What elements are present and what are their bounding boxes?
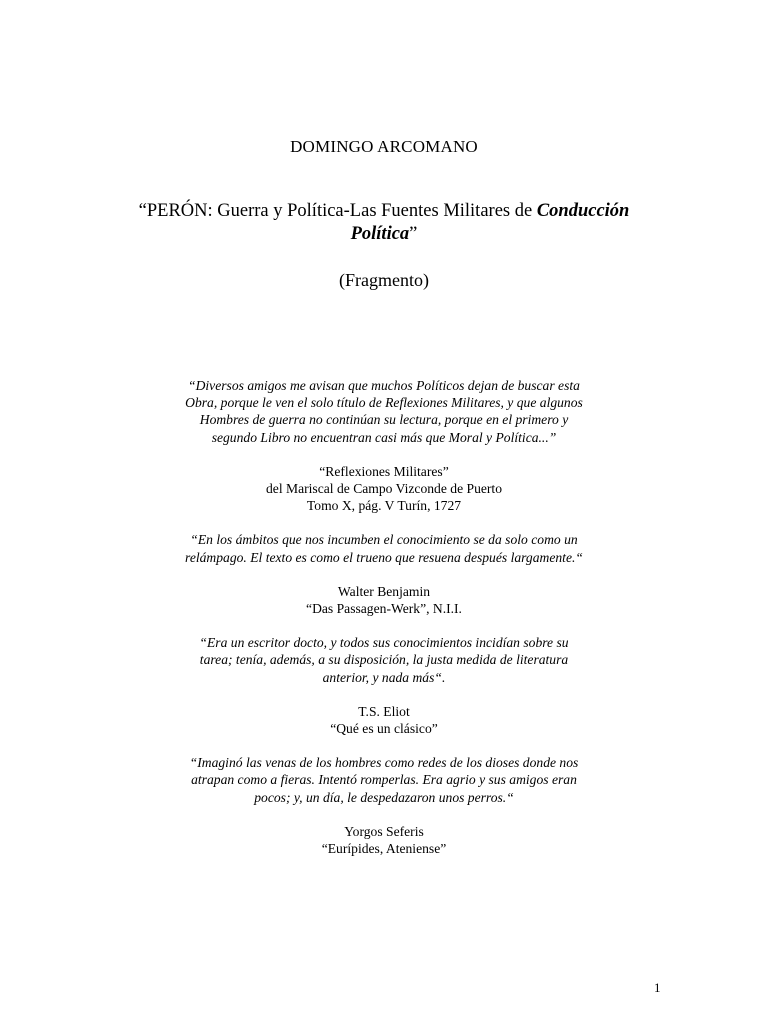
quote-line: pocos; y, un día, le despedazaron unos perros.“	[254, 789, 514, 805]
quote-line: atrapan como a fieras. Intentó romperlas. Era agrio y sus amigos eran	[191, 772, 577, 788]
quote-line: Hombres de guerra no continúan su lectura, porque en el primero y	[199, 412, 569, 428]
title-emphasis-line2: Política	[350, 224, 410, 244]
source-line: Tomo X, pág. V Turín, 1727	[306, 498, 462, 514]
quote-line: “En los ámbitos que nos incumben el conocimiento se da solo como un	[190, 532, 578, 548]
page-number: 1	[654, 980, 661, 995]
document-subtitle: (Fragmento)	[339, 270, 429, 290]
epigraph-quote	[150, 634, 618, 686]
epigraph	[150, 634, 618, 737]
quote-line: “Era un escritor docto, y todos sus conocimientos incidían sobre su	[199, 635, 569, 651]
source-line: del Mariscal de Campo Vizconde de Puerto	[266, 481, 502, 497]
quote-line: anterior, y nada más“.	[322, 669, 446, 685]
source-line: Walter Benjamin	[337, 583, 431, 599]
epigraph-source	[150, 463, 618, 515]
source-line: “Das Passagen-Werk”, N.I.I.	[306, 601, 462, 617]
epigraph-quote	[150, 754, 618, 806]
epigraphs-section	[150, 377, 618, 857]
epigraph-quote	[150, 531, 618, 565]
quote-line: Obra, porque le ven el solo título de Reflexiones Militares, y que algunos	[185, 395, 583, 411]
epigraph-quote	[150, 377, 618, 446]
epigraph-source	[150, 583, 618, 617]
epigraph-source	[150, 703, 618, 737]
source-line: T.S. Eliot	[358, 703, 410, 719]
source-line: “Eurípides, Ateniense”	[321, 841, 447, 857]
quote-line: “Diversos amigos me avisan que muchos Políticos dejan de buscar esta	[188, 378, 580, 393]
quote-line: relámpago. El texto es como el trueno que resuena después largamente.“	[185, 549, 583, 565]
epigraph	[150, 531, 618, 617]
epigraph	[150, 754, 618, 857]
quote-line: segundo Libro no encuentran casi más que Moral y Política...”	[211, 429, 557, 445]
quote-line: tarea; tenía, además, a su disposición, la justa medida de literatura	[199, 652, 569, 668]
title-emphasis-line1: Conducción	[536, 201, 630, 221]
quote-line: “Imaginó las venas de los hombres como redes de los dioses donde nos	[189, 755, 579, 771]
source-line: “Reflexiones Militares”	[319, 463, 449, 479]
source-line: Yorgos Seferis	[344, 823, 424, 839]
author-name: DOMINGO ARCOMANO	[290, 137, 478, 156]
epigraph	[150, 377, 618, 514]
title-prefix: “PERÓN: Guerra y Política-Las Fuentes Militares de	[138, 201, 537, 221]
document-title	[100, 200, 668, 246]
source-line: “Qué es un clásico”	[330, 721, 438, 737]
title-suffix: ”	[409, 224, 418, 244]
epigraph-source	[150, 823, 618, 857]
